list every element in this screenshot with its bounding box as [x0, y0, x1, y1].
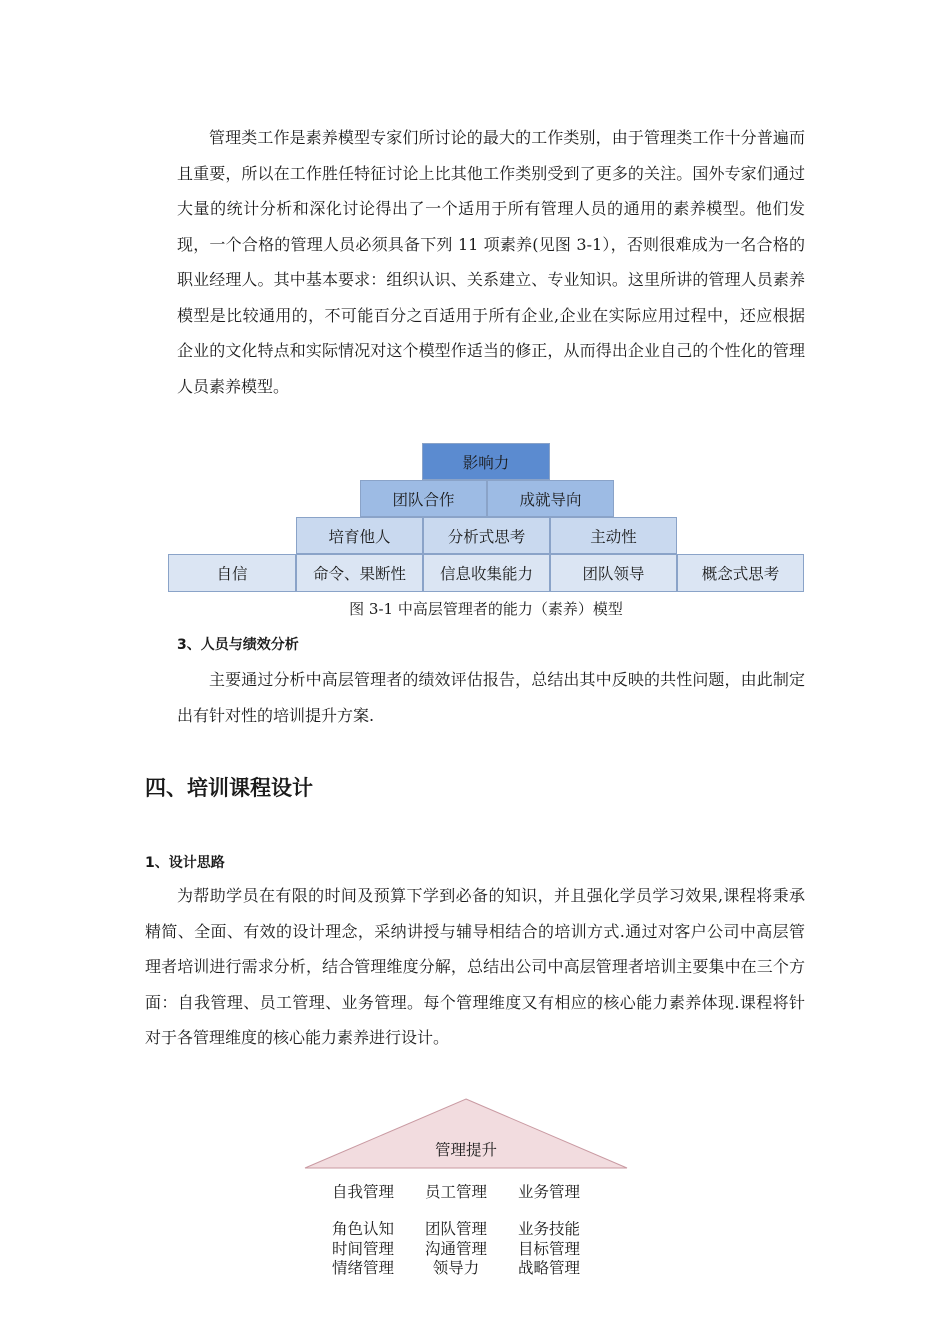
section-paragraph: 主要通过分析中高层管理者的绩效评估报告，总结出其中反映的共性问题，由此制定出有针对性的培训提升方案. [177, 670, 805, 725]
pyramid-box-achievement: 成就导向 [487, 480, 614, 517]
figure-caption: 图 3-1 中高层管理者的能力（素养）模型 [349, 600, 623, 618]
pyramid-box-analytical-thinking: 分析式思考 [423, 517, 550, 554]
list-item: 时间管理 [331, 1239, 394, 1258]
design-paragraph: 为帮助学员在有限的时间及预算下学到必备的知识，并且强化学员学习效果,课程将秉承精简、全面、有效的设计理念，采纳讲授与辅导相结合的培训方式.通过对客户公司中高层管理者培训进行需求分析，结合管理维度分解，总结出公司中高层管理者培训主要集中在三个方面：自我管理、员工管理、业务管理。每个管理维度又有相应的核心能力素养体现.课程将针对于各管理维度的核心能力素养进行设计。 [145, 886, 805, 1047]
roof-label: 管理提升 [434, 1141, 497, 1159]
list-item: 情绪管理 [331, 1259, 394, 1277]
list-item: 沟通管理 [424, 1239, 487, 1258]
list-item: 战略管理 [517, 1259, 580, 1277]
pyramid-box-confidence: 自信 [168, 554, 296, 592]
pyramid-box-develop-others: 培育他人 [296, 517, 423, 554]
intro-paragraph: 管理类工作是素养模型专家们所讨论的最大的工作类别，由于管理类工作十分普遍而且重要，所以在工作胜任特征讨论上比其他工作类别受到了更多的关注。国外专家们通过大量的统计分析和深化讨论得出了一个适用于所有管理人员的通用的素养模型。他们发现，一个合格的管理人员必须具备下列 11 项素养(见图 3-1），否则很难成为一名合格的职业经理人。其中基本要求：组织认识、关系建立、专业知识。这里所讲的管理人员素养模型是比较通用的，不可能百分之百适用于所有企业,企业在实际应用过程中，还应根据企业的文化特点和实际情况对这个模型作适当的修正，从而得出企业自己的个性化的管理人员素养模型。 [177, 128, 805, 396]
list-item: 领导力 [432, 1259, 480, 1277]
pyramid-box-initiative: 主动性 [550, 517, 677, 554]
pyramid-box-team-leadership: 团队领导 [550, 554, 677, 592]
list-item: 目标管理 [517, 1239, 580, 1258]
pyramid-box-conceptual-thinking: 概念式思考 [677, 554, 804, 592]
subsection-heading: 1、设计思路 [145, 855, 225, 871]
list-item: 角色认知 [331, 1220, 394, 1238]
section-heading: 3、人员与绩效分析 [177, 637, 299, 653]
list-item: 业务技能 [517, 1220, 580, 1238]
list-item: 团队管理 [424, 1220, 487, 1238]
column-title-self: 自我管理 [331, 1183, 394, 1201]
pyramid-box-decisiveness: 命令、果断性 [296, 554, 423, 592]
pyramid-box-teamwork: 团队合作 [360, 480, 487, 517]
pyramid-box-influence: 影响力 [422, 443, 550, 480]
column-title-business: 业务管理 [517, 1183, 580, 1201]
column-title-staff: 员工管理 [424, 1183, 487, 1201]
pyramid-box-info-gathering: 信息收集能力 [423, 554, 550, 592]
chapter-heading: 四、培训课程设计 [145, 776, 313, 800]
